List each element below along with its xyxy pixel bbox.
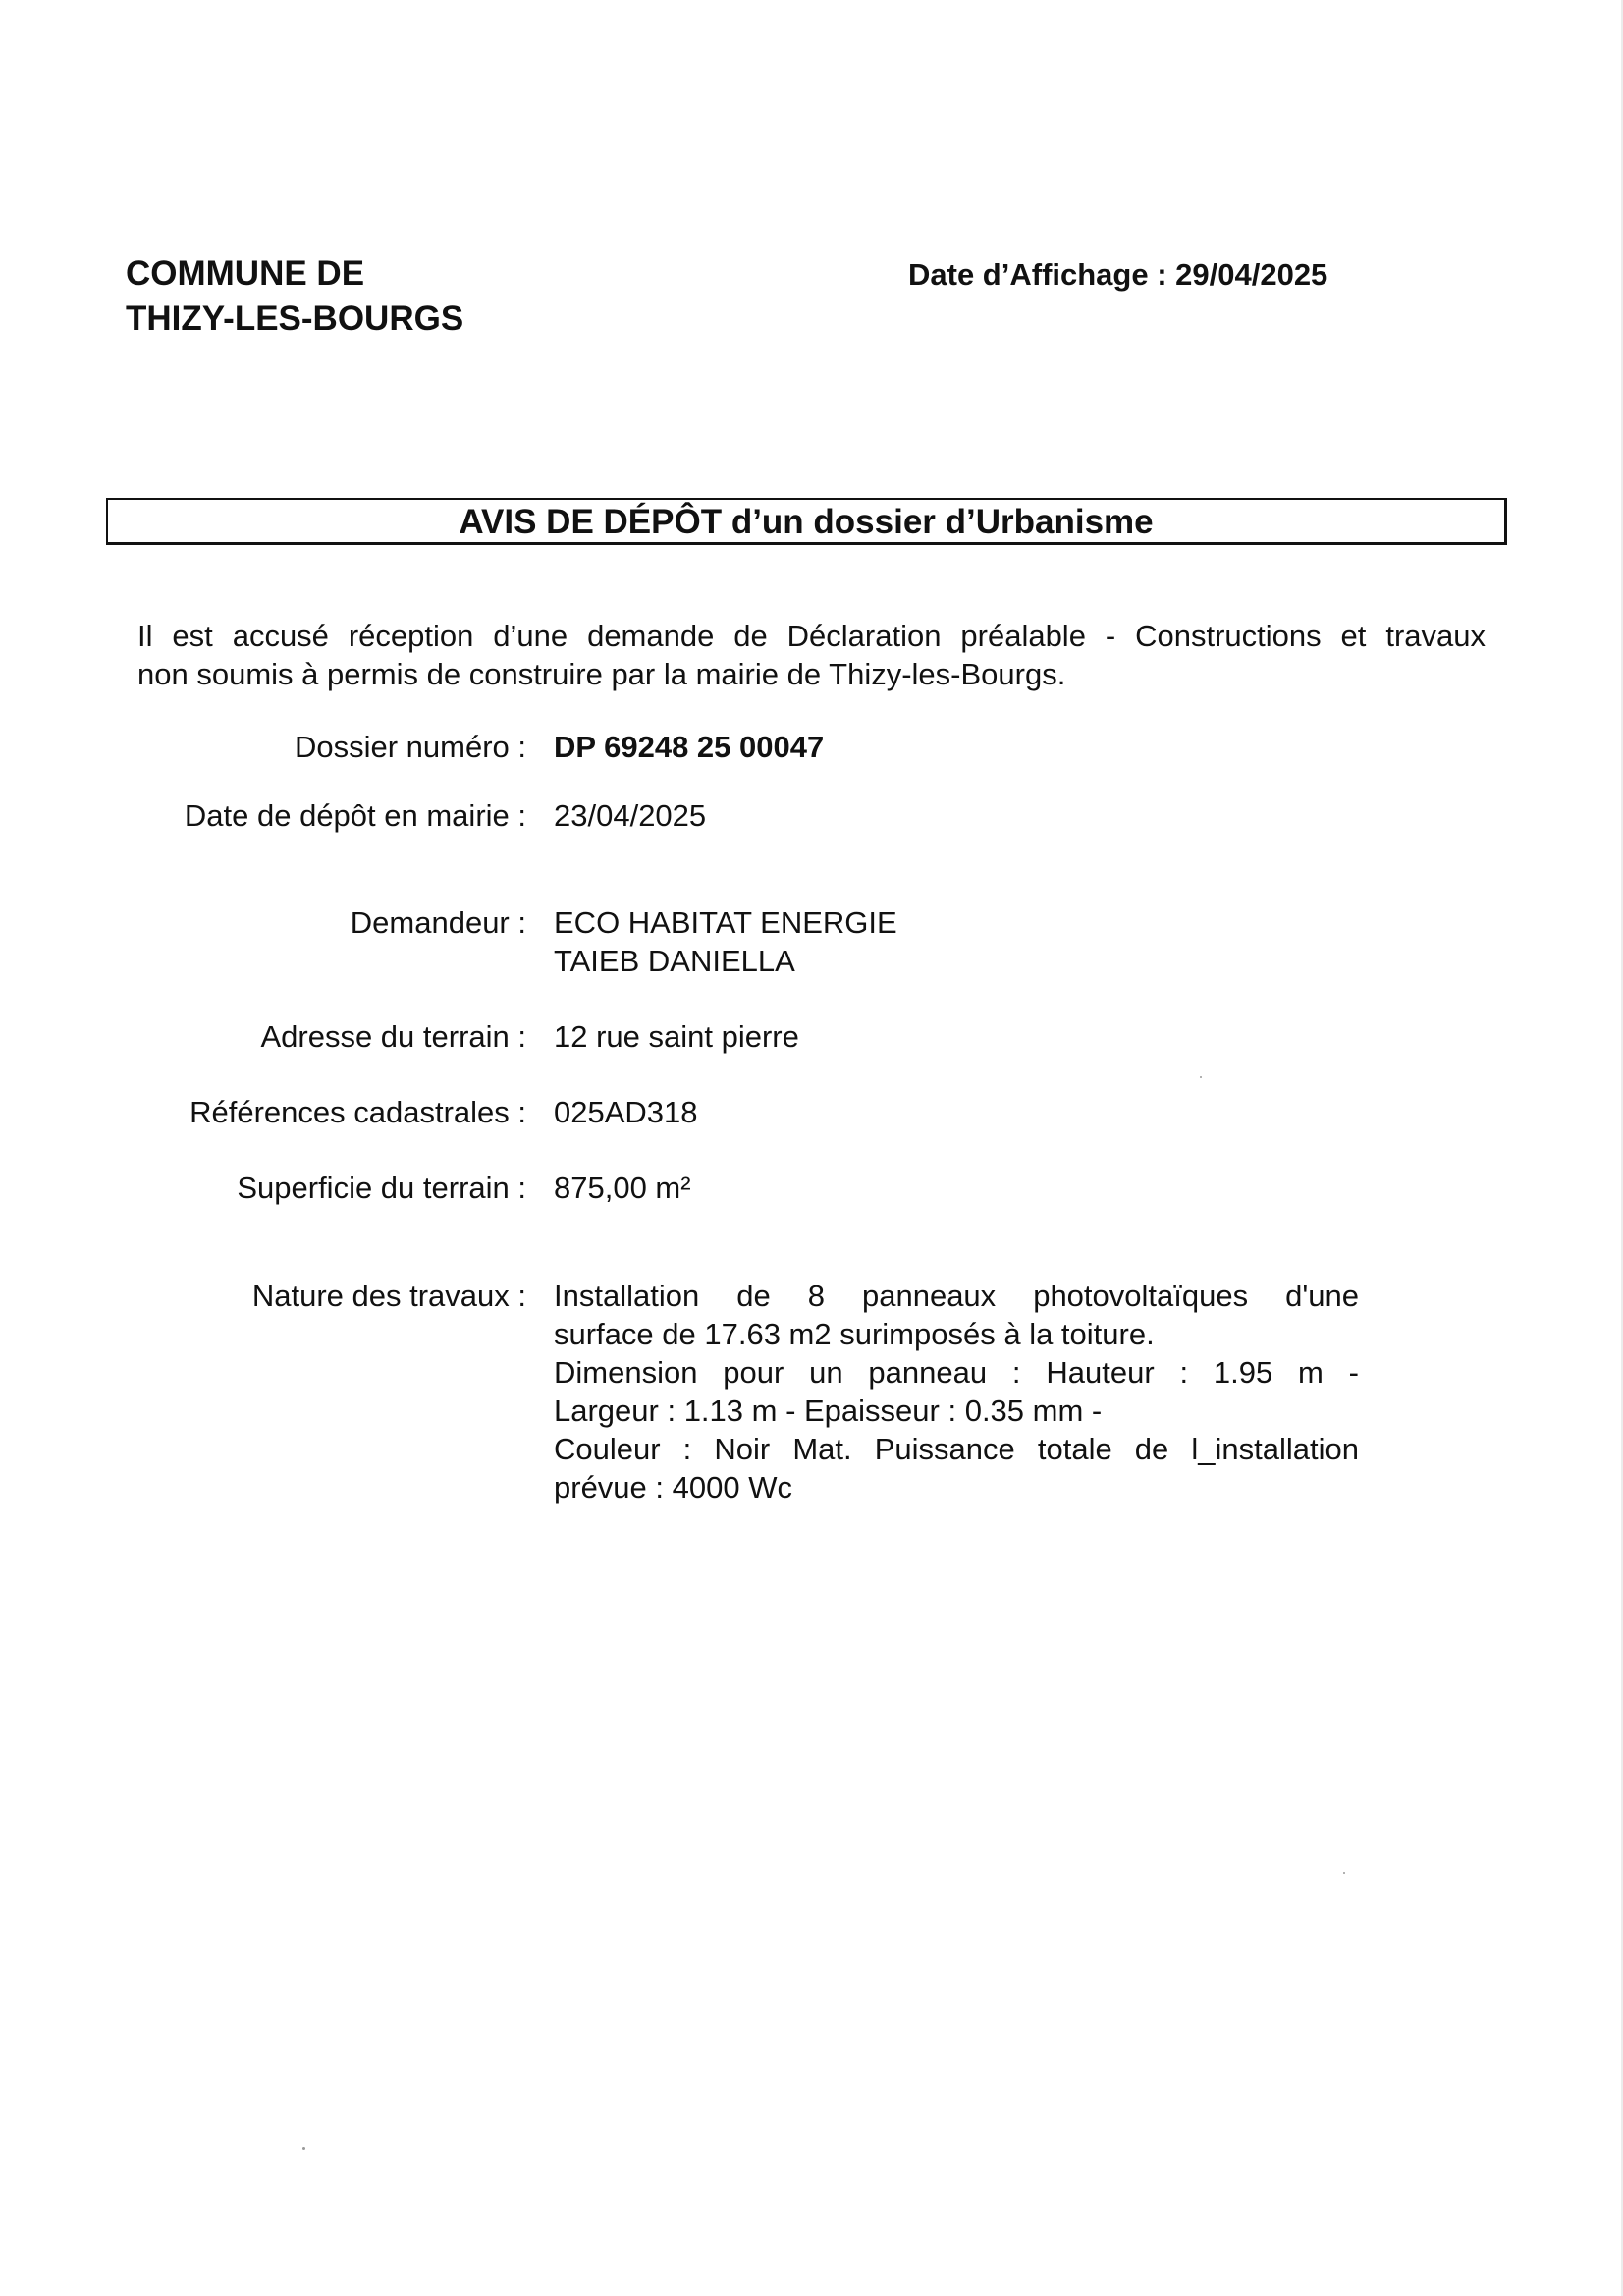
notice-title: AVIS DE DÉPÔT d’un dossier d’Urbanisme	[106, 498, 1507, 545]
date-depot-value: 23/04/2025	[554, 798, 707, 833]
date-depot-label: Date de dépôt en mairie :	[184, 798, 526, 833]
cadastre-value: 025AD318	[554, 1095, 698, 1129]
commune-line-2: THIZY-LES-BOURGS	[126, 300, 464, 338]
scan-speck	[1343, 1872, 1345, 1874]
demandeur-label: Demandeur :	[350, 905, 526, 940]
nature-line: Couleur : Noir Mat. Puissance totale de l_installation	[554, 1432, 1359, 1466]
nature-description	[554, 1277, 1359, 1506]
adresse-value: 12 rue saint pierre	[554, 1019, 799, 1054]
intro-paragraph	[137, 617, 1486, 693]
commune-line-1: COMMUNE DE	[126, 254, 365, 293]
scan-speck	[1200, 1076, 1202, 1078]
scan-speck	[302, 2147, 305, 2150]
superficie-value: 875,00 m²	[554, 1171, 691, 1205]
demandeur-value-2: TAIEB DANIELLA	[554, 944, 795, 978]
demandeur-value-1: ECO HABITAT ENERGIE	[554, 905, 897, 940]
nature-label: Nature des travaux :	[251, 1279, 526, 1313]
nature-line: surface de 17.63 m2 surimposés à la toiture.	[554, 1317, 1155, 1351]
cadastre-label: Références cadastrales :	[189, 1095, 526, 1129]
intro-line-2: non soumis à permis de construire par la mairie de Thizy-les-Bourgs.	[137, 657, 1066, 691]
nature-line: Dimension pour un panneau : Hauteur : 1.95 m -	[554, 1355, 1359, 1390]
commune-heading	[126, 251, 463, 342]
nature-line: Installation de 8 panneaux photovoltaïques d'une	[554, 1279, 1359, 1313]
dossier-label: Dossier numéro :	[294, 730, 526, 764]
dossier-value: DP 69248 25 00047	[554, 730, 825, 764]
superficie-label: Superficie du terrain :	[237, 1171, 526, 1205]
intro-line-1: Il est accusé réception d’une demande de Déclaration préalable - Constructions et travaux	[137, 619, 1486, 653]
nature-line: Largeur : 1.13 m - Epaisseur : 0.35 mm -	[554, 1394, 1103, 1428]
date-affichage: Date d’Affichage : 29/04/2025	[908, 257, 1328, 292]
nature-line: prévue : 4000 Wc	[554, 1470, 792, 1504]
adresse-label: Adresse du terrain :	[260, 1019, 526, 1054]
